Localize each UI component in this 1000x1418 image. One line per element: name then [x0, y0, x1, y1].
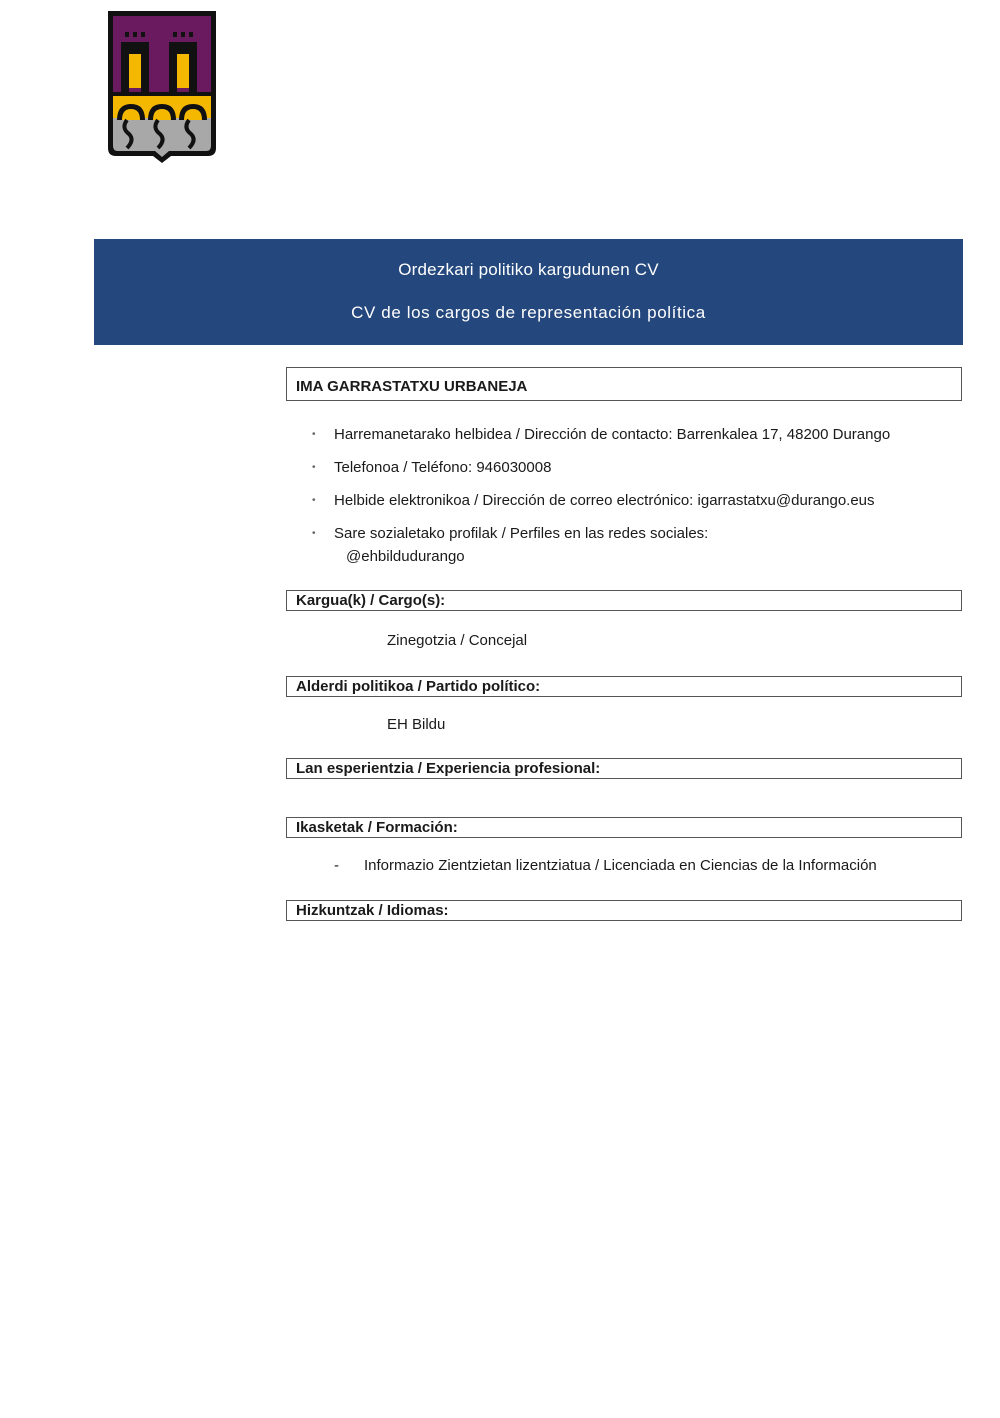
formacion-item — [334, 857, 877, 874]
title-spanish: CV de los cargos de representación política — [351, 303, 706, 322]
contact-address-text: Harremanetarako helbidea / Dirección de contacto: Barrenkalea 17, 48200 Durango — [334, 426, 891, 443]
section-heading-formacion: Ikasketak / Formación: — [286, 817, 962, 838]
cargo-value: Zinegotzia / Concejal — [387, 632, 528, 649]
section-heading-partido: Alderdi politikoa / Partido político: — [286, 676, 962, 697]
durango-coat-of-arms-icon — [105, 8, 219, 164]
dash-bullet: - — [334, 857, 339, 874]
section-heading-experiencia: Lan esperientzia / Experiencia profesional: — [286, 758, 962, 779]
title-banner — [94, 239, 963, 345]
section-heading-cargo: Kargua(k) / Cargo(s): — [286, 590, 962, 611]
contact-social-text: Sare sozialetako profilak / Perfiles en las redes sociales: — [334, 525, 709, 542]
person-name: IMA GARRASTATXU URBANEJA — [286, 367, 962, 401]
contact-address — [312, 425, 962, 444]
formacion-value: Informazio Zientzietan lizentziatua / Licenciada en Ciencias de la Información — [364, 857, 877, 874]
contact-email-text: Helbide elektronikoa / Dirección de correo electrónico: igarrastatxu@durango.eus — [334, 492, 875, 509]
contact-phone-text: Telefonoa / Teléfono: 946030008 — [334, 459, 552, 476]
bullet-dot-icon: • — [312, 528, 316, 539]
title-basque: Ordezkari politiko kargudunen CV — [398, 260, 659, 279]
partido-value: EH Bildu — [387, 716, 446, 733]
contact-email — [312, 491, 962, 510]
section-heading-idiomas: Hizkuntzak / Idiomas: — [286, 900, 962, 921]
contact-list — [312, 425, 962, 580]
bullet-dot-icon: • — [312, 495, 316, 506]
bullet-dot-icon: • — [312, 462, 316, 473]
contact-phone — [312, 458, 962, 477]
contact-social-handle: @ehbildudurango — [346, 548, 465, 565]
contact-social — [312, 524, 962, 566]
bullet-dot-icon: • — [312, 429, 316, 440]
